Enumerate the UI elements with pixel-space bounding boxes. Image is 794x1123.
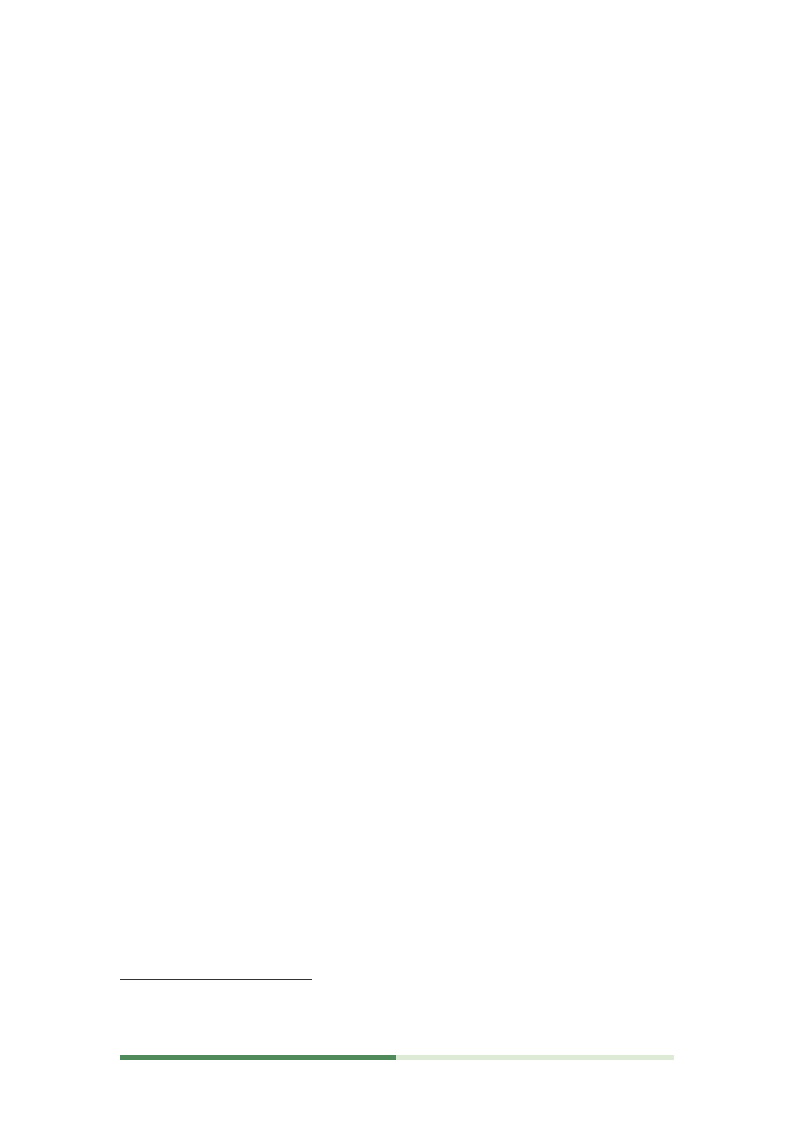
footer-bar-dark xyxy=(120,1055,396,1060)
paragraph-emission-stats xyxy=(120,504,676,532)
paragraph-emission-sources xyxy=(120,202,676,230)
footnote-divider xyxy=(120,979,312,980)
trend-panels xyxy=(120,672,668,822)
ghg-trend-figure xyxy=(120,672,668,822)
footer-bar-light xyxy=(396,1055,674,1060)
table-caption xyxy=(120,305,676,319)
